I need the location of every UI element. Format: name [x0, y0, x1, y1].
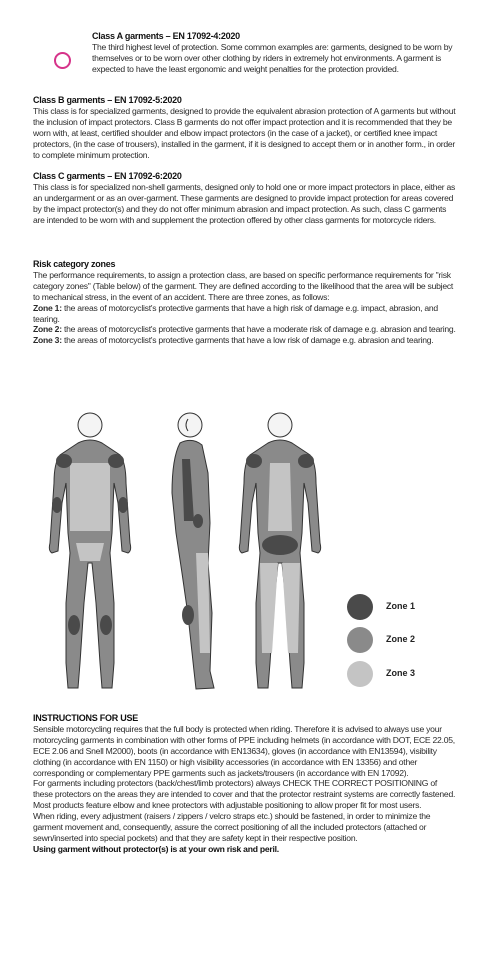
zone-2-text: the areas of motorcyclist's protective garments that have a moderate risk of damage e.g. abrasion and tearing. [61, 324, 456, 335]
risk-intro: The performance requirements, to assign a protection class, are based on specific performance requirements for "risk category zones" (Table below) of the garment. They are defined according to the likelihood that the area will be subject to mechanical stress, in the event of an accident. There are three zones, as follows: [33, 269, 454, 302]
zone-1-label: Zone 1: [33, 302, 62, 313]
instructions-p1: Sensible motorcycling requires that the full body is protected when riding. Therefore it is advised to always use your motorcycling garments in combination with other forms of PPE including helmets (in accordance with DOT, ECE 22.05, ECE 2.06 and Snell M2000), boots (in accordance with EN13634), gloves (in accordance with EN13594), visibility clothing (in accordance with EN 1150) or high visibility accessories (in accordance with EN 13356) and other corresponding or complementary PPE garments such as jackets/trousers (in accordance with EN 17092). [33, 723, 455, 778]
zone-1-legend-label: Zone 1 [386, 601, 416, 611]
class-a-title: Class A garments – EN 17092-4:2020 [92, 31, 240, 41]
zone-3-swatch [347, 661, 373, 687]
zone-figures-illustration [40, 403, 340, 708]
risk-title: Risk category zones [33, 259, 116, 269]
front-figure [49, 413, 130, 688]
back-figure [239, 413, 320, 688]
class-a-section [92, 31, 458, 75]
class-b-title: Class B garments – EN 17092-5:2020 [33, 95, 182, 105]
zone-3-text: the areas of motorcyclist's protective garments that have a low risk of damage e.g. abrasion and tearing. [61, 335, 434, 346]
instructions-warning: Using garment without protector(s) is at your own risk and peril. [33, 843, 279, 854]
class-c-body: This class is for specialized non-shell garments, designed only to hold one or more impact protectors in place, either as an undergarment or as an over-garment. These garments are designed to provide impact protection for areas covered by the impact protector(s) and they do not offer minimum abrasion and impact protection. As such, class C garments are intended to be worn with and supplement the protection offered by other class garments for motorcycle riders. [33, 181, 456, 225]
zone-2-desc [33, 324, 458, 335]
zone-2-swatch [347, 627, 373, 653]
zone-1-desc [33, 303, 458, 325]
zone-2-label: Zone 2: [33, 324, 62, 335]
zone-1-swatch [347, 594, 373, 620]
class-a-body: The third highest level of protection. Some common examples are: garments, designed to be worn by themselves or to be worn over other clothing by riders in extremely hot environments. A garment is expected to have the least ergonomic and weight penalties for the protection provided. [92, 41, 453, 74]
instructions-p3: When riding, every adjustment (raisers / zippers / velcro straps etc.) should be fastened, in order to minimize the garment movement and, consequently, assure the correct positioning of all the included protectors (attached or sewn/inserted into special pockets) and that they are safety kept in their respective position. [33, 811, 431, 843]
class-b-body: This class is for specialized garments, designed to provide the equivalent abrasion protection of A garments but without the inclusion of impact protectors. Class B garments do not offer impact protection and it is recommended that they be worn with, at least, certified shoulder and elbow impact protectors (in the case of a jacket), or certified knee impact protectors, (in the case of trousers), installed in the garment, if it is designed to accept them or in another form., in order to complete minimum protection. [33, 105, 456, 160]
instructions-section [33, 713, 458, 855]
class-c-title: Class C garments – EN 17092-6:2020 [33, 171, 182, 181]
instructions-p2: For garments including protectors (back/chest/limb protectors) always CHECK THE CORRECT POSITIONING of these protectors on the areas they are intended to cover and that the protector restraint systems are correctly fastened. Most products feature elbow and knee protectors with adjustable positioning to allow proper fit for most users. [33, 778, 456, 811]
class-c-section [33, 171, 458, 226]
risk-section [33, 259, 458, 346]
zone-2-legend-label: Zone 2 [386, 634, 416, 644]
zone-3-label: Zone 3: [33, 335, 62, 346]
zone-1-text: the areas of motorcyclist's protective garments that have a high risk of damage e.g. impact, abrasion, and tearing. [33, 302, 438, 324]
zone-3-legend-label: Zone 3 [386, 668, 416, 678]
class-b-section [33, 95, 458, 160]
instructions-title: INSTRUCTIONS FOR USE [33, 713, 139, 723]
circle-bullet-icon [54, 52, 71, 69]
side-figure [172, 413, 214, 689]
zone-3-desc [33, 335, 458, 346]
